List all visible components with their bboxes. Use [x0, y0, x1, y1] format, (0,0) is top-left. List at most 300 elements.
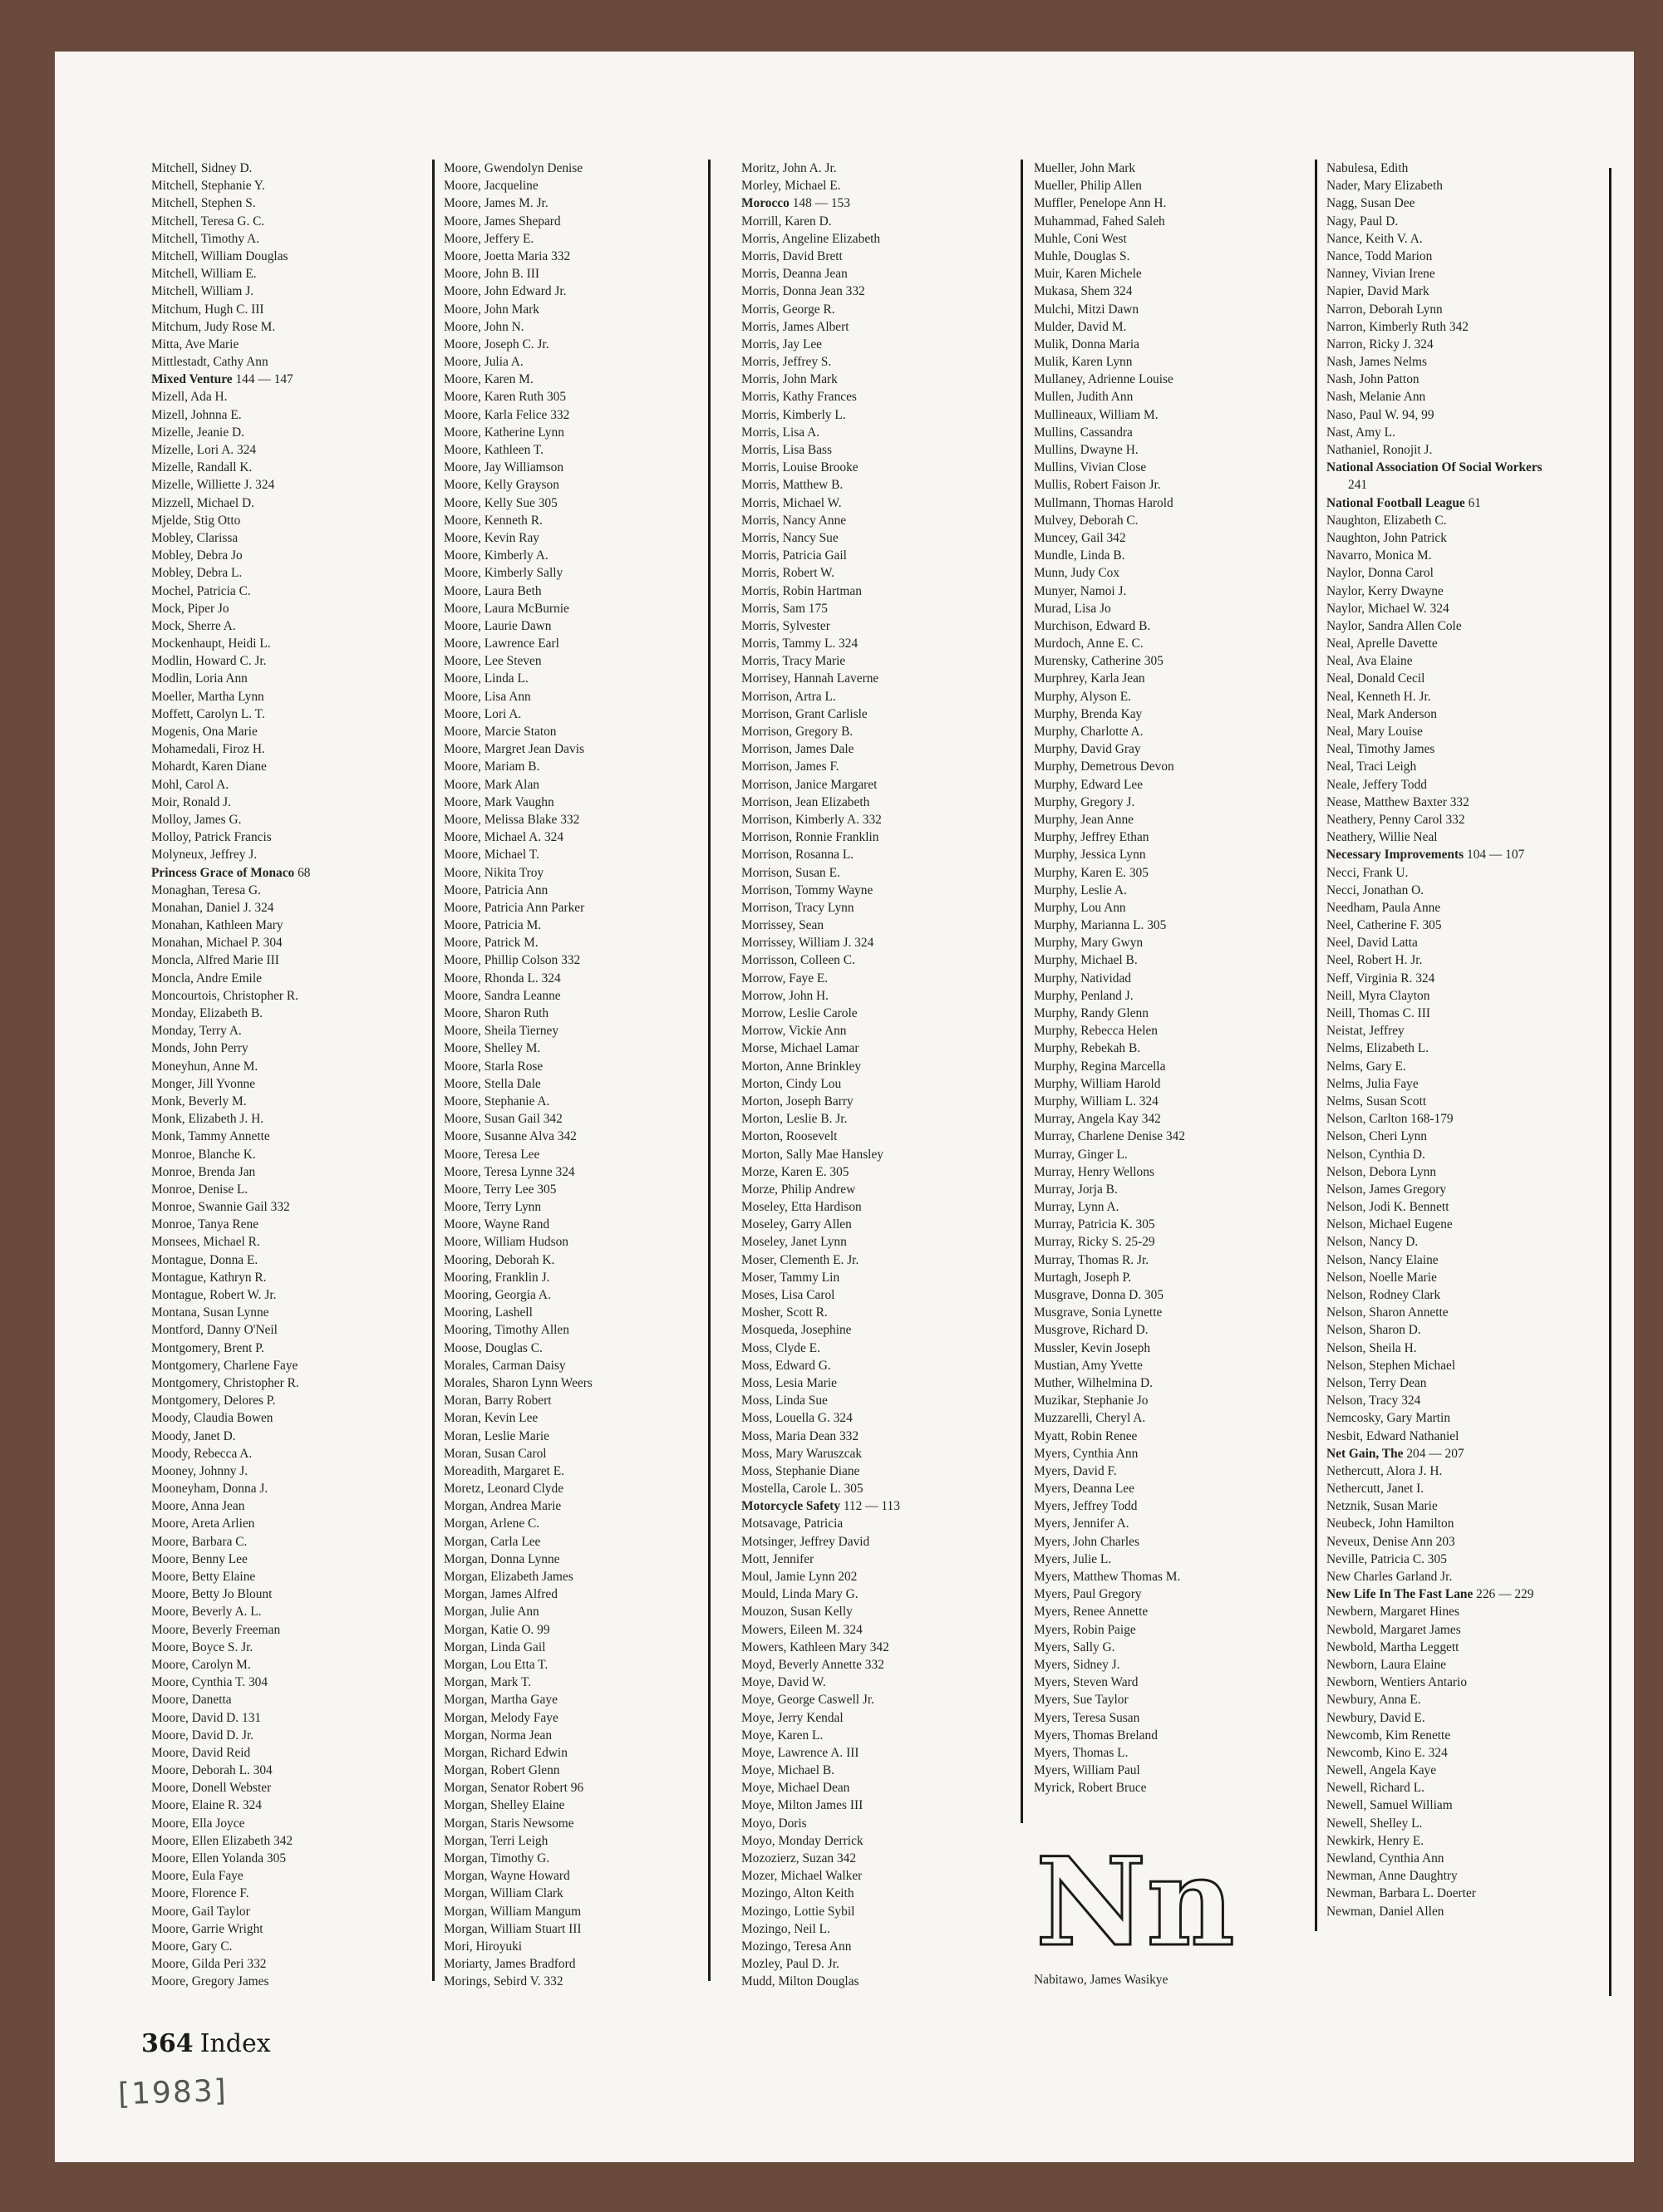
index-entry: [1034, 1568, 1185, 1585]
entry-name: Montgomery, Christopher R.: [151, 1375, 299, 1390]
entry-name: Moore, Marcie Staton: [444, 725, 557, 739]
index-entry: [1326, 1727, 1542, 1744]
entry-name: Nelson, Tracy 324: [1326, 1394, 1421, 1408]
index-entry: [741, 987, 900, 1005]
entry-name: Neel, Catherine F. 305: [1326, 918, 1442, 933]
index-entry: [741, 1727, 900, 1744]
entry-name: Nash, Melanie Ann: [1326, 390, 1426, 405]
index-entry: [444, 1075, 593, 1093]
index-entry: [151, 1075, 311, 1093]
entry-name: Necci, Jonathan O.: [1326, 882, 1424, 897]
index-entry: [741, 1744, 900, 1762]
index-entry: [151, 459, 311, 476]
column-rule-5: [1609, 168, 1611, 1996]
index-entry: [1326, 547, 1542, 564]
index-entry: [151, 1428, 311, 1445]
index-entry: [741, 1639, 900, 1656]
entry-name: National Football League: [1326, 495, 1465, 510]
entry-name: Mulik, Karen Lynn: [1034, 355, 1133, 370]
index-entry: [151, 794, 311, 811]
entry-name: Moore, Mariam B.: [444, 759, 540, 774]
entry-name: Napier, David Mark: [1326, 284, 1429, 299]
entry-name: Moore, Starla Rose: [444, 1059, 544, 1074]
entry-name: Morgan, Robert Glenn: [444, 1763, 560, 1778]
index-entry: [151, 1304, 311, 1321]
entry-name: Morris, James Albert: [741, 319, 849, 334]
index-entry: [444, 1850, 593, 1867]
index-entry: [1326, 1058, 1542, 1075]
entry-name: Mori, Hiroyuki: [444, 1939, 523, 1954]
entry-name: Neal, Ava Elaine: [1326, 654, 1413, 669]
entry-name: Morgan, Elizabeth James: [444, 1570, 573, 1584]
index-entry: [741, 1955, 900, 1973]
index-entry: [444, 1674, 593, 1691]
entry-name: Naylor, Sandra Allen Cole: [1326, 618, 1462, 633]
index-entry: [151, 688, 311, 705]
index-entry: [1034, 1727, 1185, 1744]
index-entry: [1034, 635, 1185, 652]
index-entry: [741, 1304, 900, 1321]
index-entry: [1034, 582, 1185, 600]
index-entry: [741, 1709, 900, 1727]
entry-name: Morrow, Leslie Carole: [741, 1006, 858, 1020]
index-entry: [151, 388, 311, 406]
index-entry: [1034, 670, 1185, 687]
entry-name: New Charles Garland Jr.: [1326, 1570, 1453, 1584]
index-entry: [151, 1727, 311, 1744]
entry-name: Moore, Terry Lee 305: [444, 1182, 557, 1197]
entry-name: Moore, John N.: [444, 319, 524, 334]
index-entry: [444, 1551, 593, 1568]
index-entry: [1326, 582, 1542, 600]
index-entry: [1034, 406, 1185, 424]
entry-name: Murphy, Rebecca Helen: [1034, 1024, 1158, 1039]
entry-name: Nelms, Susan Scott: [1326, 1094, 1427, 1108]
entry-name: Net Gain, The: [1326, 1446, 1404, 1461]
index-entry: [741, 670, 900, 687]
index-entry: [1326, 301, 1542, 318]
entry-name: Morgan, Katie O. 99: [444, 1622, 550, 1637]
entry-name: Muhammad, Fahed Saleh: [1034, 214, 1165, 229]
index-entry: [741, 1938, 900, 1955]
entry-pages: 61: [1468, 495, 1481, 510]
entry-name: Moye, Jerry Kendal: [741, 1710, 844, 1725]
index-entry: [1034, 1621, 1185, 1639]
index-entry: [151, 194, 311, 212]
entry-name: Morales, Sharon Lynn Weers: [444, 1375, 593, 1390]
page-footer: [141, 2029, 271, 2058]
entry-name: Moncla, Andre Emile: [151, 971, 262, 986]
entry-name: Mitchum, Judy Rose M.: [151, 319, 276, 334]
index-entry: [1326, 723, 1542, 740]
entry-name: Moran, Susan Carol: [444, 1446, 547, 1461]
index-entry: [741, 1480, 900, 1497]
entry-name: Morgan, Carla Lee: [444, 1534, 541, 1549]
index-entry: [741, 934, 900, 951]
index-entry: [741, 1233, 900, 1251]
entry-name: Newborn, Wentiers Antario: [1326, 1675, 1468, 1690]
entry-name: Moore, Linda L.: [444, 671, 529, 686]
index-entry: [1034, 1533, 1185, 1551]
index-entry: [1326, 1656, 1542, 1674]
index-entry: [444, 1955, 593, 1973]
entry-name: Moses, Lisa Carol: [741, 1288, 835, 1302]
entry-name: Newbern, Margaret Hines: [1326, 1605, 1459, 1620]
entry-name: Moser, Clementh E. Jr.: [741, 1252, 859, 1267]
entry-name: Morris, Louise Brooke: [741, 460, 859, 475]
index-entry: [1034, 1269, 1185, 1286]
index-entry: [151, 635, 311, 652]
entry-name: Moody, Claudia Bowen: [151, 1411, 273, 1426]
entry-name: Mozingo, Lottie Sybil: [741, 1904, 855, 1919]
index-entry: [151, 670, 311, 687]
index-entry: [1326, 1251, 1542, 1269]
entry-name: Newell, Shelley L.: [1326, 1816, 1423, 1831]
entry-name: Murphy, Gregory J.: [1034, 794, 1135, 809]
entry-name: Mulder, David M.: [1034, 319, 1127, 334]
entry-name: Monahan, Michael P. 304: [151, 936, 283, 951]
entry-name: Naso, Paul W. 94, 99: [1326, 407, 1434, 422]
index-entry: [151, 1286, 311, 1304]
index-entry: [1326, 1304, 1542, 1321]
index-entry: [151, 600, 311, 617]
entry-name: Montgomery, Brent P.: [151, 1340, 264, 1355]
index-entry: [1326, 1357, 1542, 1374]
entry-name: Neal, Donald Cecil: [1326, 671, 1425, 686]
entry-name: Moore, Barbara C.: [151, 1534, 248, 1549]
index-entry: [1034, 1709, 1185, 1727]
entry-name: Nelms, Julia Faye: [1326, 1076, 1419, 1091]
index-entry: [444, 1304, 593, 1321]
index-entry: [151, 811, 311, 828]
index-entry: [741, 230, 900, 248]
index-entry: [444, 1269, 593, 1286]
entry-name: Neale, Jeffery Todd: [1326, 777, 1428, 792]
entry-name: Mitchell, Stephanie Y.: [151, 179, 265, 194]
entry-name: Murray, Ricky S. 25-29: [1034, 1235, 1155, 1250]
index-entry: [1034, 265, 1185, 283]
index-entry: [444, 1832, 593, 1850]
index-entry: [444, 529, 593, 547]
index-entry: [1034, 476, 1185, 494]
index-entry: [1034, 1146, 1185, 1163]
entry-name: Moore, Kelly Sue 305: [444, 495, 558, 510]
entry-name: Moore, David D. 131: [151, 1710, 262, 1725]
index-entry: [1034, 1110, 1185, 1128]
index-entry: [1326, 1674, 1542, 1691]
entry-name: Monk, Beverly M.: [151, 1094, 247, 1108]
entry-name: Murad, Lisa Jo: [1034, 601, 1111, 616]
entry-name: Mizell, Ada H.: [151, 390, 228, 405]
index-entry: [741, 758, 900, 775]
entry-name: Mozingo, Alton Keith: [741, 1886, 854, 1901]
entry-name: Neal, Aprelle Davette: [1326, 637, 1438, 651]
index-entry: [444, 1040, 593, 1057]
entry-name: Mukasa, Shem 324: [1034, 284, 1133, 299]
entry-name: Murphy, Jeffrey Ethan: [1034, 830, 1149, 845]
entry-name: Moore, John Mark: [444, 302, 539, 317]
index-entry: [151, 1639, 311, 1656]
entry-name: Moncourtois, Christopher R.: [151, 988, 298, 1003]
entry-name: Morris, Lisa A.: [741, 425, 820, 440]
entry-name: Morris, Nancy Sue: [741, 530, 839, 545]
index-entry: [741, 177, 900, 194]
index-entry: [444, 1181, 593, 1198]
entry-name: Moss, Mary Waruszcak: [741, 1446, 863, 1461]
entry-name: Morocco: [741, 196, 790, 211]
entry-name: Nelson, Noelle Marie: [1326, 1270, 1437, 1285]
entry-name: Moore, Nikita Troy: [444, 865, 544, 880]
index-entry: [1326, 828, 1542, 846]
entry-name: Morrison, Artra L.: [741, 689, 836, 704]
entry-name: Nelson, Nancy Elaine: [1326, 1252, 1439, 1267]
index-entry: [151, 1709, 311, 1727]
index-entry: [1034, 776, 1185, 794]
index-entry: [1326, 1428, 1542, 1445]
entry-name: Morales, Carman Daisy: [444, 1358, 566, 1373]
entry-name: Murphy, Randy Glenn: [1034, 1006, 1149, 1020]
entry-name: Munn, Judy Cox: [1034, 566, 1120, 581]
index-entry: [151, 1674, 311, 1691]
index-entry: [741, 951, 900, 969]
entry-name: Muffler, Penelope Ann H.: [1034, 196, 1167, 211]
entry-name: Moss, Maria Dean 332: [741, 1428, 859, 1443]
entry-name: Morton, Joseph Barry: [741, 1094, 854, 1108]
index-entry: [151, 1445, 311, 1462]
entry-name: Moose, Douglas C.: [444, 1340, 543, 1355]
index-entry: [741, 776, 900, 794]
entry-name: Nash, John Patton: [1326, 372, 1419, 387]
index-entry: [1326, 1779, 1542, 1797]
entry-name: Moriarty, James Bradford: [444, 1957, 576, 1972]
index-entry: [741, 1198, 900, 1216]
index-entry: [444, 1146, 593, 1163]
index-entry: [151, 476, 311, 494]
entry-name: Moore, Phillip Colson 332: [444, 953, 581, 968]
entry-name: Monroe, Swannie Gail 332: [151, 1200, 290, 1215]
entry-name: Mozozierz, Suzan 342: [741, 1851, 857, 1865]
index-entry: [741, 723, 900, 740]
index-entry: [1326, 776, 1542, 794]
entry-name: Moore, Patricia M.: [444, 918, 542, 933]
entry-name: Murphy, Michael B.: [1034, 953, 1138, 968]
entry-name: Morton, Cindy Lou: [741, 1076, 842, 1091]
index-entry: [1034, 1040, 1185, 1057]
index-entry: [741, 1691, 900, 1708]
entry-name: Nelms, Gary E.: [1326, 1059, 1406, 1074]
index-entry: [151, 1568, 311, 1585]
entry-name: Mullins, Dwayne H.: [1034, 443, 1139, 457]
entry-name: Monk, Tammy Annette: [151, 1129, 270, 1144]
index-entry: [741, 917, 900, 934]
entry-name: Morrow, Vickie Ann: [741, 1024, 847, 1039]
entry-name: Nease, Matthew Baxter 332: [1326, 794, 1469, 809]
index-entry: [151, 336, 311, 353]
index-entry: [151, 1691, 311, 1708]
entry-name: Moore, Karen M.: [444, 372, 534, 387]
entry-name: Moore, James M. Jr.: [444, 196, 549, 211]
index-entry: [151, 1022, 311, 1040]
entry-name: Mooring, Deborah K.: [444, 1252, 555, 1267]
index-entry: [444, 1216, 593, 1233]
entry-pages: 112 — 113: [843, 1499, 900, 1514]
entry-name: Morton, Roosevelt: [741, 1129, 838, 1144]
entry-name: Mochel, Patricia C.: [151, 583, 251, 598]
entry-name: Moye, David W.: [741, 1675, 826, 1690]
entry-name: Mosqueda, Josephine: [741, 1323, 852, 1338]
index-entry: [1326, 1480, 1542, 1497]
entry-name: Moore, Kathleen T.: [444, 443, 544, 457]
index-entry: [151, 1339, 311, 1357]
index-entry: [444, 1445, 593, 1462]
entry-name: Murphy, David Gray: [1034, 742, 1141, 757]
index-entry: [741, 1885, 900, 1902]
index-entry: [151, 1603, 311, 1620]
entry-name: Moritz, John A. Jr.: [741, 161, 837, 175]
entry-name: Munyer, Namoi J.: [1034, 583, 1127, 598]
index-entry: [1034, 1357, 1185, 1374]
index-entry: [151, 1198, 311, 1216]
index-entry: [1326, 441, 1542, 459]
index-entry: [151, 353, 311, 371]
index-entry: [1034, 864, 1185, 882]
index-entry: [1034, 1321, 1185, 1339]
entry-name: Motsavage, Patricia: [741, 1516, 844, 1531]
entry-name: Morrison, Susan E.: [741, 865, 840, 880]
entry-name: Murray, Henry Wellons: [1034, 1164, 1154, 1179]
entry-name: Morgan, William Stuart III: [444, 1921, 582, 1936]
index-entry: [741, 1621, 900, 1639]
entry-name: Morrisey, Hannah Laverne: [741, 671, 879, 686]
index-entry: [741, 1867, 900, 1885]
index-entry: [444, 1691, 593, 1708]
index-entry: [444, 336, 593, 353]
entry-name: Mundle, Linda B.: [1034, 548, 1125, 563]
index-entry: [1326, 1374, 1542, 1392]
index-entry: [444, 1585, 593, 1603]
entry-name: Murphy, Brenda Kay: [1034, 706, 1143, 721]
index-entry: [741, 1462, 900, 1480]
index-entry: [741, 828, 900, 846]
entry-name: Mosher, Scott R.: [741, 1305, 828, 1320]
index-entry: [1326, 951, 1542, 969]
entry-name: Moye, Michael Dean: [741, 1781, 850, 1796]
entry-name: Morris, Robin Hartman: [741, 583, 862, 598]
index-entry: [1034, 934, 1185, 951]
entry-name: Moneyhun, Anne M.: [151, 1059, 258, 1074]
entry-name: Murphy, Natividad: [1034, 971, 1131, 986]
index-entry: [741, 1040, 900, 1057]
index-entry: [151, 917, 311, 934]
entry-name: Morrison, Tommy Wayne: [741, 882, 873, 897]
index-entry: [151, 1903, 311, 1920]
index-entry: [444, 1639, 593, 1656]
index-topic-entry: [741, 194, 900, 212]
entry-name: Narron, Deborah Lynn: [1326, 302, 1443, 317]
entry-name: Morgan, Arlene C.: [444, 1516, 540, 1531]
entry-name: Moore, Stella Dale: [444, 1076, 541, 1091]
entry-name: Myers, Sidney J.: [1034, 1657, 1120, 1672]
entry-name: Moore, Jeffery E.: [444, 231, 534, 246]
index-entry: [444, 1357, 593, 1374]
index-entry: [1326, 1832, 1542, 1850]
entry-name: National Association Of Social Workers: [1326, 460, 1542, 475]
column-rule-1: [432, 160, 435, 1981]
index-entry: [1034, 723, 1185, 740]
entry-name: Moreadith, Margaret E.: [444, 1463, 565, 1478]
column-rule-2: [708, 160, 711, 1981]
entry-name: Moss, Edward G.: [741, 1358, 831, 1373]
entry-name: Morton, Anne Brinkley: [741, 1059, 862, 1074]
entry-name: Moore, Kimberly Sally: [444, 566, 563, 581]
index-entry: [1034, 1656, 1185, 1674]
entry-name: Mooring, Franklin J.: [444, 1270, 550, 1285]
entry-name: Moss, Lesia Marie: [741, 1375, 837, 1390]
entry-name: Neathery, Willie Neal: [1326, 830, 1438, 845]
entry-name: Morris, Michael W.: [741, 495, 842, 510]
index-entry: [741, 1832, 900, 1850]
index-entry: [741, 1428, 900, 1445]
entry-name: Mulvey, Deborah C.: [1034, 513, 1139, 528]
index-entry: [444, 811, 593, 828]
entry-name: Moncla, Alfred Marie III: [151, 953, 279, 968]
index-entry: [741, 635, 900, 652]
index-entry: [151, 899, 311, 917]
entry-name: Nelson, Sharon Annette: [1326, 1305, 1449, 1320]
entry-name: Newbury, Anna E.: [1326, 1693, 1421, 1708]
entry-name: Morze, Philip Andrew: [741, 1182, 856, 1197]
index-entry: [741, 371, 900, 388]
index-entry: [1034, 336, 1185, 353]
entry-name: Morgan, Terri Leigh: [444, 1833, 549, 1848]
entry-name: Nelson, Sheila H.: [1326, 1340, 1417, 1355]
index-entry: [151, 160, 311, 177]
entry-name: Nast, Amy L.: [1326, 425, 1395, 440]
entry-name: Murphy, Regina Marcella: [1034, 1059, 1166, 1074]
index-entry: [741, 882, 900, 899]
index-entry: [741, 1251, 900, 1269]
entry-name: Monroe, Denise L.: [151, 1182, 248, 1197]
entry-name: Newkirk, Henry E.: [1326, 1833, 1424, 1848]
entry-name: Moore, Terry Lynn: [444, 1200, 542, 1215]
index-entry: [1034, 846, 1185, 863]
index-entry: [1326, 617, 1542, 635]
index-entry: [151, 318, 311, 336]
entry-name: Newell, Samuel William: [1326, 1798, 1453, 1813]
index-entry: [1326, 318, 1542, 336]
index-entry: [151, 1040, 311, 1057]
after-heading-entry: Nabitawo, James Wasikye: [1034, 1973, 1169, 1987]
entry-name: Moore, Cynthia T. 304: [151, 1675, 268, 1690]
index-entry: [741, 547, 900, 564]
entry-name: Mozley, Paul D. Jr.: [741, 1957, 839, 1972]
entry-name: Needham, Paula Anne: [1326, 900, 1441, 915]
index-entry: [1326, 688, 1542, 705]
index-entry: [151, 723, 311, 740]
entry-name: Moore, Kevin Ray: [444, 530, 539, 545]
index-entry: [1326, 1216, 1542, 1233]
index-entry: [1034, 160, 1185, 177]
entry-name: Monday, Terry A.: [151, 1024, 242, 1039]
entry-name: Moore, Beverly Freeman: [151, 1622, 281, 1637]
index-entry: [741, 1128, 900, 1145]
entry-name: Moody, Rebecca A.: [151, 1446, 253, 1461]
index-entry: [151, 1409, 311, 1427]
entry-name: Murphy, Demetrous Devon: [1034, 759, 1174, 774]
entry-name: Mohardt, Karen Diane: [151, 759, 267, 774]
entry-name: Moore, Laurie Dawn: [444, 618, 552, 633]
entry-name: Monaghan, Teresa G.: [151, 882, 261, 897]
